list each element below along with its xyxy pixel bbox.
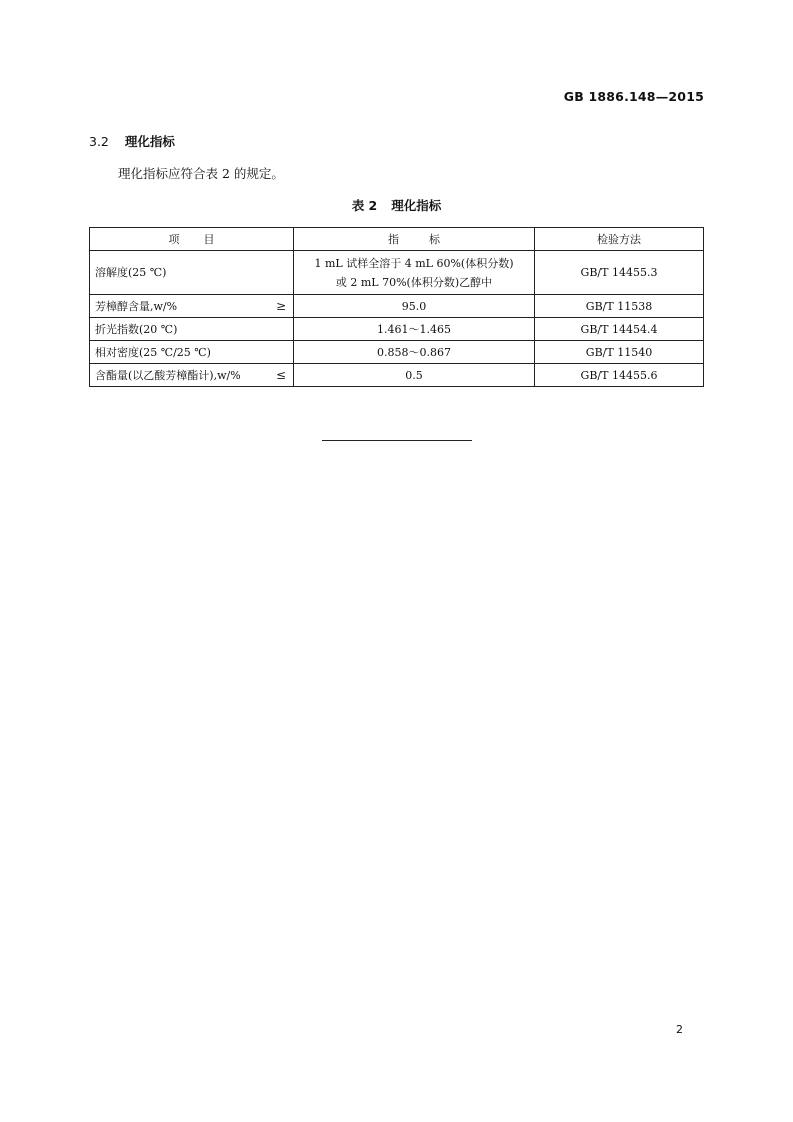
column-header-item: 项目 [90, 228, 294, 251]
table-caption-number: 表 2 [351, 198, 378, 213]
row-item-label: 溶解度(25 ℃) [95, 266, 167, 279]
table-row [90, 295, 704, 318]
row-indicator-line: 或 2 mL 70%(体积分数)乙醇中 [335, 275, 493, 289]
row-item-label: 含酯量(以乙酸芳樟酯计),w/% [95, 369, 241, 382]
row-item-label: 折光指数(20 ℃) [95, 323, 178, 336]
table-caption [0, 196, 793, 214]
table-header-row [90, 228, 704, 251]
row-comparator: ≤ [275, 368, 286, 382]
section-heading [89, 132, 175, 150]
column-header-indicator: 指标 [294, 228, 535, 251]
row-indicator: 0.858～0.867 [294, 341, 535, 364]
row-indicator [294, 251, 535, 295]
table-row [90, 251, 704, 295]
table-row [90, 364, 704, 387]
table-row [90, 318, 704, 341]
row-method: GB/T 14455.6 [535, 364, 704, 387]
row-indicator: 95.0 [294, 295, 535, 318]
physicochemical-table [89, 227, 704, 387]
row-item [90, 364, 294, 387]
row-method: GB/T 11538 [535, 295, 704, 318]
row-method: GB/T 14455.3 [535, 251, 704, 295]
row-item-label: 芳樟醇含量,w/% [95, 300, 178, 313]
row-item [90, 295, 294, 318]
standard-number: GB 1886.148—2015 [563, 89, 704, 104]
table-caption-title: 理化指标 [391, 198, 442, 213]
row-indicator: 1.461～1.465 [294, 318, 535, 341]
row-method: GB/T 14454.4 [535, 318, 704, 341]
page-number: 2 [676, 1023, 683, 1036]
end-of-document-rule [322, 440, 472, 441]
row-item-label: 相对密度(25 ℃/25 ℃) [95, 346, 211, 359]
row-item [90, 341, 294, 364]
row-indicator: 0.5 [294, 364, 535, 387]
row-item [90, 251, 294, 295]
row-method: GB/T 11540 [535, 341, 704, 364]
row-indicator-line: 1 mL 试样全溶于 4 mL 60%(体积分数) [314, 256, 514, 270]
table-row [90, 341, 704, 364]
column-header-method: 检验方法 [535, 228, 704, 251]
section-paragraph: 理化指标应符合表 2 的规定。 [118, 166, 284, 181]
section-title: 理化指标 [124, 134, 175, 149]
section-number: 3.2 [89, 134, 109, 149]
row-comparator: ≥ [275, 299, 286, 313]
row-item [90, 318, 294, 341]
